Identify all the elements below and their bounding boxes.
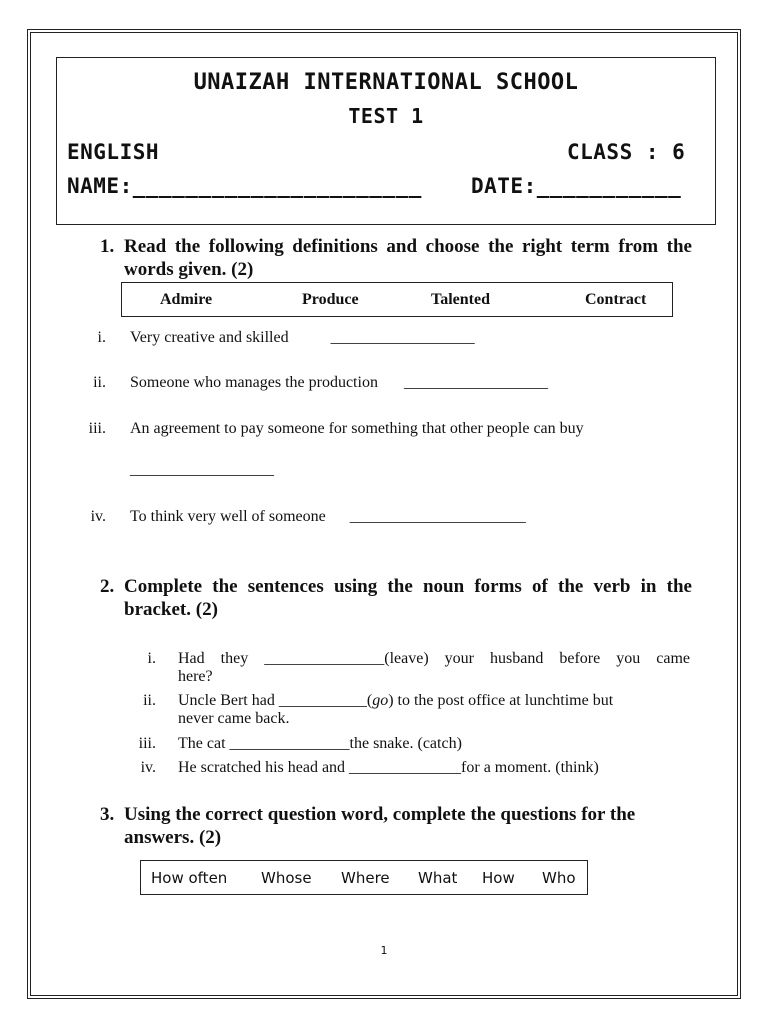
- answer-blank: __________________: [403, 374, 548, 391]
- sentence-verb: go: [372, 692, 389, 709]
- item-numeral: ii.: [93, 374, 106, 391]
- item-numeral: iv.: [140, 759, 156, 776]
- word-bank-item: Where: [341, 868, 390, 887]
- word-bank-item: Who: [542, 868, 576, 887]
- item-numeral: i.: [147, 650, 156, 667]
- word-bank-item: Talented: [431, 290, 490, 308]
- item-numeral: i.: [97, 329, 106, 346]
- question-3-line1: Using the correct question word, complete the questions for the: [124, 804, 636, 825]
- page-number: 1: [380, 944, 388, 957]
- word-bank-item: Whose: [261, 868, 312, 887]
- word-bank-item: Admire: [160, 290, 213, 308]
- item-numeral: iv.: [90, 508, 106, 525]
- sentence-line: never came back.: [178, 710, 290, 727]
- question-3-number: 3.: [100, 804, 115, 825]
- definition-item: [130, 329, 475, 347]
- word-bank-item: How often: [151, 868, 228, 887]
- question-1-line1: Read the following definitions and choose the right term from the: [124, 236, 692, 257]
- definition-text: Very creative and skilled: [130, 329, 289, 346]
- sentence-item: The cat _______________the snake. (catch): [178, 735, 462, 752]
- question-3-line2: answers. (2): [124, 827, 222, 848]
- definition-text: To think very well of someone: [130, 508, 326, 525]
- definition-text: An agreement to pay someone for something that other people can buy: [130, 420, 584, 437]
- word-bank-item: What: [418, 868, 458, 887]
- definition-item: [130, 374, 548, 392]
- question-2-number: 2.: [100, 576, 115, 597]
- word-bank-1: [121, 282, 673, 317]
- definition-text: Someone who manages the production: [130, 374, 378, 391]
- definition-item: [130, 420, 584, 479]
- question-2-line2: bracket. (2): [124, 599, 218, 620]
- definition-item: [130, 508, 526, 526]
- answer-blank: __________________: [130, 461, 274, 478]
- word-bank-item: Contract: [585, 290, 647, 308]
- question-2-title: [100, 575, 692, 621]
- sentence-fragment: ) to the post office at lunchtime but: [388, 692, 614, 709]
- sentence-item: He scratched his head and ______________for a moment. (think): [178, 759, 599, 776]
- sentence-fragment: Uncle Bert had ___________(: [178, 692, 373, 709]
- sentence-line: here?: [178, 668, 213, 685]
- question-1-line2: words given. (2): [124, 259, 254, 280]
- class-label: CLASS : 6: [567, 140, 686, 164]
- item-numeral: iii.: [88, 420, 106, 437]
- word-bank-item: How: [482, 868, 515, 887]
- header-box: [56, 57, 716, 225]
- test-title: TEST 1: [348, 104, 424, 128]
- answer-blank: __________________: [330, 329, 475, 346]
- sentence-item: [178, 692, 690, 728]
- subject-label: ENGLISH: [67, 140, 160, 164]
- word-bank-item: Produce: [302, 290, 359, 308]
- date-field: DATE:___________: [471, 174, 682, 198]
- question-1-number: 1.: [100, 236, 115, 257]
- sentence-item: [178, 650, 690, 686]
- item-numeral: ii.: [143, 692, 156, 709]
- question-2-line1: Complete the sentences using the noun forms of the verb in the: [124, 576, 692, 597]
- item-numeral: iii.: [138, 735, 156, 752]
- question-3-title: [100, 803, 692, 849]
- sentence-line: Had they _______________(leave) your husband before you came: [178, 650, 690, 667]
- question-1-title: [100, 235, 692, 281]
- word-bank-3: [140, 860, 588, 895]
- answer-blank: ______________________: [349, 508, 526, 525]
- school-name: UNAIZAH INTERNATIONAL SCHOOL: [193, 70, 579, 95]
- name-field: NAME:______________________: [67, 174, 422, 198]
- sentence-line: [178, 692, 690, 710]
